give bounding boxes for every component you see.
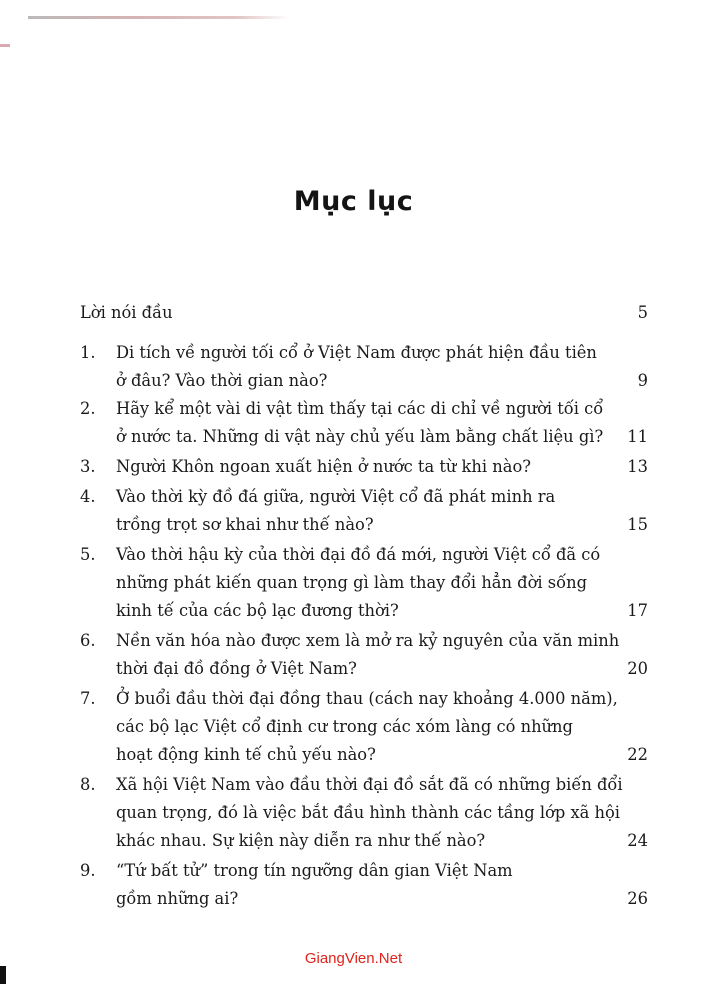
toc-page-number: 13 <box>627 457 648 476</box>
toc-entry-9[interactable] <box>80 857 648 913</box>
toc-entry-number: 9. <box>80 861 96 880</box>
toc-entry-6[interactable] <box>80 627 648 683</box>
toc-entry-text <box>80 771 648 855</box>
toc-entry-1[interactable] <box>80 339 648 395</box>
toc-entry-text <box>80 541 648 625</box>
scan-mark-left <box>0 44 10 47</box>
toc-entry-3[interactable] <box>80 453 648 481</box>
toc-entry-line: ở nước ta. Những di vật này chủ yếu làm bằng chất liệu gì? <box>116 427 604 446</box>
table-of-contents <box>80 299 648 913</box>
toc-page-number: 9 <box>637 371 648 390</box>
toc-entry-line: các bộ lạc Việt cổ định cư trong các xóm làng có những <box>116 717 573 736</box>
toc-entry-text <box>80 685 648 769</box>
toc-page-number: 22 <box>627 745 648 764</box>
toc-page-number: 20 <box>627 659 648 678</box>
footer-watermark[interactable]: GiangVien.Net <box>304 950 403 967</box>
toc-entry-text <box>80 395 648 451</box>
toc-entry-line: Ở buổi đầu thời đại đồng thau (cách nay khoảng 4.000 năm), <box>116 689 618 708</box>
toc-entry-line: kinh tế của các bộ lạc đương thời? <box>116 601 399 620</box>
toc-entry-preface[interactable] <box>80 299 648 327</box>
toc-entry-line: hoạt động kinh tế chủ yếu nào? <box>116 745 376 764</box>
toc-entry-number: 5. <box>80 545 96 564</box>
toc-entry-line: Lời nói đầu <box>80 303 173 322</box>
toc-entry-number: 2. <box>80 399 96 418</box>
toc-entry-number: 6. <box>80 631 96 650</box>
toc-entry-line: thời đại đồ đồng ở Việt Nam? <box>116 659 357 678</box>
toc-entry-number: 8. <box>80 775 96 794</box>
toc-entry-line: gồm những ai? <box>116 889 239 908</box>
toc-entry-line: ở đâu? Vào thời gian nào? <box>116 371 328 390</box>
toc-entry-number: 1. <box>80 343 96 362</box>
toc-entry-line: Vào thời kỳ đồ đá giữa, người Việt cổ đã phát minh ra <box>116 487 556 506</box>
toc-entry-line: Hãy kể một vài di vật tìm thấy tại các di chỉ về người tối cổ <box>116 399 604 418</box>
toc-entry-text <box>80 483 648 539</box>
toc-entry-line: quan trọng, đó là việc bắt đầu hình thành các tầng lớp xã hội <box>116 803 621 822</box>
toc-page-number: 5 <box>637 303 648 322</box>
top-rule <box>28 16 290 19</box>
toc-entry-line: Người Khôn ngoan xuất hiện ở nước ta từ khi nào? <box>116 457 532 476</box>
toc-entry-line: những phát kiến quan trọng gì làm thay đổi hẳn đời sống <box>116 573 588 592</box>
toc-entry-text <box>80 627 648 683</box>
toc-entry-text <box>80 857 648 913</box>
toc-page-number: 17 <box>627 601 648 620</box>
toc-entry-8[interactable] <box>80 771 648 855</box>
toc-entry-line: Vào thời hậu kỳ của thời đại đồ đá mới, người Việt cổ đã có <box>116 545 601 564</box>
toc-entry-line: trồng trọt sơ khai như thế nào? <box>116 515 374 534</box>
toc-page-number: 15 <box>627 515 648 534</box>
toc-entry-5[interactable] <box>80 541 648 625</box>
toc-entry-line: Nền văn hóa nào được xem là mở ra kỷ nguyên của văn minh <box>116 631 620 650</box>
page-title: Mục lục <box>293 186 414 217</box>
toc-entry-number: 7. <box>80 689 96 708</box>
toc-entry-4[interactable] <box>80 483 648 539</box>
toc-entry-number: 3. <box>80 457 96 476</box>
toc-entry-text <box>80 339 648 395</box>
toc-page-number: 26 <box>627 889 648 908</box>
toc-entry-line: “Tứ bất tử” trong tín ngưỡng dân gian Việt Nam <box>116 861 513 880</box>
scan-mark-bottom <box>0 966 6 984</box>
toc-entry-7[interactable] <box>80 685 648 769</box>
toc-entry-line: khác nhau. Sự kiện này diễn ra như thế nào? <box>116 831 486 850</box>
toc-entry-line: Xã hội Việt Nam vào đầu thời đại đồ sắt đã có những biến đổi <box>116 775 623 794</box>
toc-entry-text <box>80 299 648 327</box>
toc-page-number: 24 <box>627 831 648 850</box>
toc-entry-text <box>80 453 648 481</box>
toc-entry-number: 4. <box>80 487 96 506</box>
toc-entry-2[interactable] <box>80 395 648 451</box>
toc-page-number: 11 <box>627 427 648 446</box>
toc-entry-line: Di tích về người tối cổ ở Việt Nam được phát hiện đầu tiên <box>116 343 597 362</box>
